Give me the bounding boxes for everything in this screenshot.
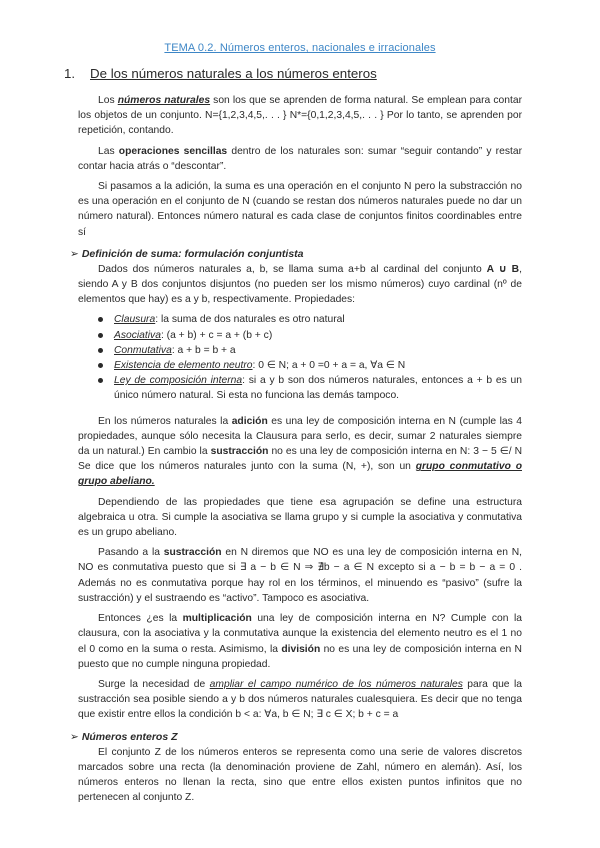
property-text: : la suma de dos naturales es otro natural bbox=[155, 314, 345, 326]
paragraph-sustraccion bbox=[78, 545, 522, 606]
text-run: no es una ley de composición interna en N: 3 − 5 ∈/ N Se dice que los números naturales junto con la suma (N, +), son un bbox=[78, 446, 523, 473]
bullet-icon bbox=[98, 333, 103, 338]
document-title: TEMA 0.2. Números enteros, nacionales e irracionales bbox=[164, 42, 436, 54]
properties-list bbox=[78, 312, 522, 403]
property-text: : a + b = b + a bbox=[171, 344, 236, 356]
paragraph-naturales bbox=[78, 93, 522, 139]
text-run: Los bbox=[98, 95, 118, 106]
text-run: Dados dos números naturales a, b, se llama suma a+b al cardinal del conjunto bbox=[98, 263, 487, 275]
paragraph-enteros: El conjunto Z de los números enteros se representa como una serie de valores discretos marcados sobre una recta (la denominación proviene de Zahl, número en alemán). Así, los números enteros no llenan la recta, sino que entre ellos existen puntos infinitos que no pertenecen al conjunto Z. bbox=[78, 746, 522, 804]
term-sustraccion: sustracción bbox=[210, 446, 269, 458]
term-operaciones-sencillas: operaciones sencillas bbox=[118, 145, 228, 157]
text-run: en N diremos que NO es una ley de composición interna en N, NO es conmutativa puesto que si ∃ a − b ∈ N ⇒ ∄b − a ∈ N excepto si a − b = b − a = 0 . Además no es conmutativa porque hay rol en los términos, el minuendo es “pasivo” (sufre la sustracción) y el sustraendo es “activo”. Tampoco es asociativa. bbox=[78, 547, 522, 604]
text-run: es una ley de composición interna en N (cumple las 4 propiedades, aunque sólo necesita la Clausura para serlo, es decir, sumar 2 naturales siempre da un natural.) En cambio la bbox=[78, 415, 522, 458]
arrow-bullet-icon: ➢ bbox=[70, 730, 79, 743]
bullet-icon bbox=[98, 348, 103, 353]
list-item bbox=[98, 312, 522, 327]
paragraph-ley-composicion bbox=[78, 414, 522, 490]
paragraph-operaciones bbox=[78, 144, 522, 174]
term-sustraccion: sustracción bbox=[163, 547, 222, 559]
section-heading bbox=[64, 66, 522, 81]
term-numeros-naturales: números naturales bbox=[117, 95, 211, 106]
property-text: : 0 ∈ N; a + 0 =0 + a = a, ∀a ∈ N bbox=[252, 360, 406, 372]
term-division: división bbox=[281, 643, 321, 655]
term-grupo-abeliano: grupo conmutativo o grupo abeliano. bbox=[78, 461, 522, 488]
text-run: son los que se aprenden de forma natural. Se emplean para contar los objetos de un conjunto. N={1,2,3,4,5,. . . } N*={0,1,2,3,4,5,. . . } Por lo tanto, se aprenden por repetición, contando. bbox=[78, 95, 522, 137]
subheading-text: Números enteros Z bbox=[81, 730, 178, 743]
property-term: Existencia de elemento neutro bbox=[114, 360, 253, 372]
section-number: 1. bbox=[64, 66, 76, 81]
text-run: Entonces ¿es la bbox=[98, 613, 183, 625]
subheading-text: Definición de suma: formulación conjuntista bbox=[81, 247, 304, 260]
section-title: De los números naturales a los números enteros bbox=[90, 66, 377, 81]
paragraph-multiplicacion bbox=[78, 611, 522, 672]
bullet-icon bbox=[98, 317, 103, 322]
list-item bbox=[98, 373, 522, 403]
text-run: no es una ley de composición interna en N puesto que no cumple ninguna propiedad. bbox=[78, 643, 522, 670]
paragraph-estructura: Dependiendo de las propiedades que tiene esa agrupación se define una estructura algebraica u otra. Si cumple la asociativa se llama grupo y si cumple la asociativa y conmutativa es un grupo abeliano. bbox=[78, 496, 522, 539]
property-term: Asociativa bbox=[114, 329, 161, 341]
text-run: Pasando a la bbox=[98, 547, 164, 559]
text-run: , siendo A y B dos conjuntos disjuntos (no pueden ser los mismo números) cuyo cardinal (nº de elementos que hay) es a y b, respectivamente. Propiedades: bbox=[78, 263, 522, 306]
term-union: A ∪ B bbox=[486, 263, 520, 275]
subheading-numeros-enteros bbox=[70, 731, 522, 743]
text-run: dentro de los naturales son: sumar “seguir contando” y restar contar hacia atrás o “descontar”. bbox=[78, 145, 523, 172]
bullet-icon bbox=[98, 378, 103, 383]
text-run: Las bbox=[98, 145, 119, 157]
property-term: Ley de composición interna bbox=[114, 375, 243, 387]
property-term: Clausura bbox=[114, 314, 156, 326]
paragraph-ampliar bbox=[78, 677, 522, 723]
text-run: Surge la necesidad de bbox=[98, 678, 210, 690]
paragraph-suma-definicion bbox=[78, 262, 522, 308]
bullet-icon bbox=[98, 363, 103, 368]
arrow-bullet-icon: ➢ bbox=[70, 247, 79, 260]
property-text: : (a + b) + c = a + (b + c) bbox=[160, 329, 273, 341]
list-item bbox=[98, 343, 522, 358]
term-adicion: adición bbox=[231, 415, 268, 427]
subheading-definicion-suma bbox=[70, 248, 522, 260]
paragraph-adicion: Si pasamos a la adición, la suma es una operación en el conjunto N pero la substracción no es una operación en el conjunto de N (cuando se restan dos números naturales puede no dar un número natural). Entonces número natural es cada clase de conjuntos finitos coordinables entre sí bbox=[78, 181, 522, 238]
text-run: para que la sustracción sea posible siendo a y b dos números naturales cualesquiera. Es decir que no tenga que existir entre ellos la condición b < a: ∀a, b ∈ N; ∃ c ∈ X; b + c = a bbox=[78, 678, 522, 721]
text-run: En los números naturales la bbox=[98, 415, 232, 427]
term-ampliar-campo: ampliar el campo numérico de los números naturales bbox=[209, 678, 463, 690]
property-text: : si a y b son dos números naturales, entonces a + b es un único número natural. Si esta no funciona las demás tampoco. bbox=[114, 375, 522, 402]
list-item bbox=[98, 328, 522, 343]
text-run: una ley de composición interna en N? Cumple con la clausura, con la asociativa y la conmutativa aunque la existencia del elemento neutro es el 1 no el 0 como en la suma o resta. Asimismo, la bbox=[78, 613, 522, 655]
list-item bbox=[98, 358, 522, 373]
term-multiplicacion: multiplicación bbox=[182, 613, 252, 625]
property-term: Conmutativa bbox=[114, 344, 172, 356]
